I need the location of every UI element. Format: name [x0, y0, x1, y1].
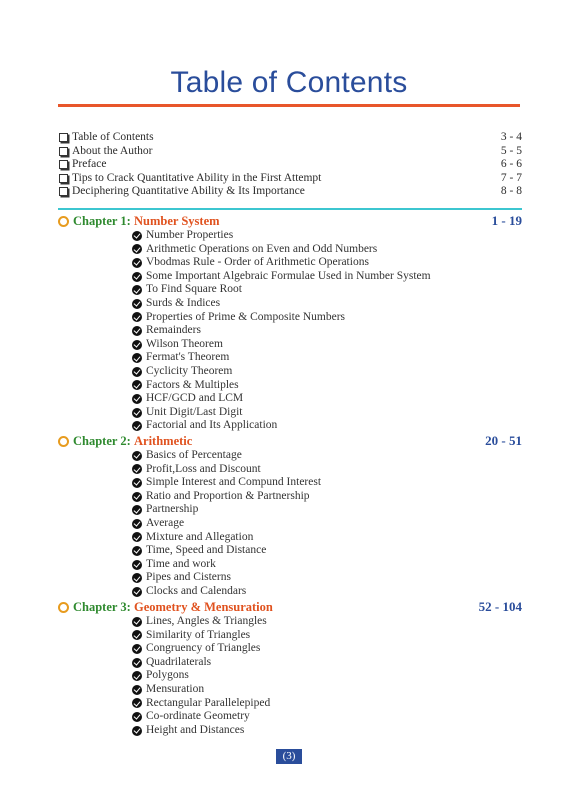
topic-label: Wilson Theorem	[146, 337, 223, 350]
check-circle-icon	[132, 546, 142, 556]
topic-item[interactable]	[132, 297, 522, 311]
topic-label: Remainders	[146, 324, 201, 337]
topic-label: Cyclicity Theorem	[146, 364, 233, 377]
topic-item[interactable]	[132, 311, 522, 325]
check-circle-icon	[132, 421, 142, 431]
front-matter-pages: 5 - 5	[500, 144, 522, 157]
front-matter-pages: 7 - 7	[500, 171, 522, 184]
checkbox-square-icon	[59, 133, 68, 142]
topic-item[interactable]	[132, 642, 522, 656]
topic-label: Profit,Loss and Discount	[146, 462, 261, 475]
topic-label: Fermat's Theorem	[146, 351, 230, 364]
topic-label: Average	[146, 516, 185, 529]
checkbox-square-icon	[59, 187, 68, 196]
check-circle-icon	[132, 231, 142, 241]
topic-item[interactable]	[132, 283, 522, 297]
topic-item[interactable]	[132, 476, 522, 490]
title-rule	[58, 104, 520, 107]
topic-item[interactable]	[132, 324, 522, 338]
topic-item[interactable]	[132, 629, 522, 643]
topic-item[interactable]	[132, 379, 522, 393]
topic-item[interactable]	[132, 531, 522, 545]
topic-label: Number Properties	[146, 229, 234, 241]
check-circle-icon	[132, 326, 142, 336]
topic-item[interactable]	[132, 419, 522, 433]
check-circle-icon	[132, 451, 142, 461]
topic-label: Polygons	[146, 669, 189, 682]
topic-item[interactable]	[132, 270, 522, 284]
check-circle-icon	[132, 726, 142, 736]
chapter-pages: 52 - 104	[478, 599, 522, 614]
topic-item[interactable]	[132, 463, 522, 477]
check-circle-icon	[132, 299, 142, 309]
topic-label: Ratio and Proportion & Partnership	[146, 489, 310, 502]
check-circle-icon	[132, 617, 142, 627]
front-matter-pages: 6 - 6	[500, 158, 522, 170]
chapter-heading[interactable]	[58, 599, 522, 615]
front-matter-list	[58, 131, 522, 199]
topic-list	[132, 449, 522, 599]
front-matter-item[interactable]	[58, 131, 522, 145]
check-circle-icon	[132, 272, 142, 282]
topic-label: HCF/GCD and LCM	[146, 392, 244, 405]
topic-item[interactable]	[132, 243, 522, 257]
topic-label: Height and Distances	[146, 723, 245, 736]
chapter-label: Chapter 1:	[73, 213, 131, 228]
check-circle-icon	[132, 532, 142, 542]
check-circle-icon	[132, 505, 142, 515]
topic-item[interactable]	[132, 229, 522, 243]
chapter-pages: 1 - 19	[491, 213, 522, 228]
check-circle-icon	[132, 492, 142, 502]
section-rule	[58, 208, 522, 210]
front-matter-item[interactable]	[58, 185, 522, 199]
topic-item[interactable]	[132, 697, 522, 711]
topic-item[interactable]	[132, 724, 522, 738]
topic-item[interactable]	[132, 656, 522, 670]
front-matter-label: Tips to Crack Quantitative Ability in the First Attempt	[72, 171, 322, 184]
ring-bullet-icon	[58, 436, 69, 447]
topic-label: Unit Digit/Last Digit	[146, 405, 243, 418]
check-circle-icon	[132, 698, 142, 708]
check-circle-icon	[132, 658, 142, 668]
topic-label: Quadrilaterals	[146, 655, 212, 668]
check-circle-icon	[132, 464, 142, 474]
check-circle-icon	[132, 644, 142, 654]
check-circle-icon	[132, 244, 142, 254]
chapter-heading[interactable]	[58, 213, 522, 229]
front-matter-label: Preface	[72, 158, 107, 170]
front-matter-pages: 3 - 4	[500, 131, 522, 143]
chapter-name: Geometry & Mensuration	[134, 599, 273, 614]
front-matter-pages: 8 - 8	[500, 185, 522, 197]
front-matter-item[interactable]	[58, 172, 522, 186]
page-number: (3)	[276, 749, 302, 764]
chapter-name: Number System	[134, 213, 220, 228]
topic-label: Time and work	[146, 557, 216, 570]
chapter-2	[58, 433, 522, 599]
topic-label: Simple Interest and Compund Interest	[146, 476, 322, 489]
topic-label: Co-ordinate Geometry	[146, 710, 250, 723]
topic-label: Arithmetic Operations on Even and Odd Numbers	[146, 242, 378, 255]
topic-label: Rectangular Parallelepiped	[146, 696, 271, 709]
topic-list	[132, 615, 522, 737]
topic-item[interactable]	[132, 710, 522, 724]
topic-label: Surds & Indices	[146, 296, 221, 309]
topic-item[interactable]	[132, 392, 522, 406]
topic-item[interactable]	[132, 338, 522, 352]
topic-label: Congruency of Triangles	[146, 642, 261, 655]
topic-label: Mensuration	[146, 682, 205, 695]
check-circle-icon	[132, 285, 142, 295]
check-circle-icon	[132, 630, 142, 640]
chapter-label: Chapter 2:	[73, 433, 131, 448]
chapter-heading[interactable]	[58, 433, 522, 449]
chapter-3	[58, 599, 522, 737]
topic-label: Vbodmas Rule - Order of Arithmetic Operations	[146, 256, 369, 269]
check-circle-icon	[132, 671, 142, 681]
topic-label: Similarity of Triangles	[146, 628, 251, 641]
topic-label: Mixture and Allegation	[146, 530, 254, 543]
check-circle-icon	[132, 685, 142, 695]
topic-item[interactable]	[132, 683, 522, 697]
front-matter-label: Table of Contents	[72, 131, 154, 143]
topic-item[interactable]	[132, 365, 522, 379]
checkbox-square-icon	[59, 147, 68, 156]
topic-item[interactable]	[132, 615, 522, 629]
topic-label: Factors & Multiples	[146, 378, 239, 391]
page-title: Table of Contents	[170, 66, 408, 99]
check-circle-icon	[132, 367, 142, 377]
topic-item[interactable]	[132, 571, 522, 585]
topic-item[interactable]	[132, 558, 522, 572]
checkbox-square-icon	[59, 174, 68, 183]
check-circle-icon	[132, 394, 142, 404]
ring-bullet-icon	[58, 602, 69, 613]
topic-item[interactable]	[132, 256, 522, 270]
topic-label: Some Important Algebraic Formulae Used in Number System	[146, 269, 431, 282]
check-circle-icon	[132, 712, 142, 722]
topic-item[interactable]	[132, 517, 522, 531]
topic-item[interactable]	[132, 406, 522, 420]
check-circle-icon	[132, 478, 142, 488]
topic-label: Pipes and Cisterns	[146, 571, 231, 584]
topic-label: Basics of Percentage	[146, 449, 242, 461]
check-circle-icon	[132, 312, 142, 322]
topic-item[interactable]	[132, 585, 522, 599]
topic-item[interactable]	[132, 503, 522, 517]
topic-label: Factorial and Its Application	[146, 419, 278, 432]
front-matter-label: About the Author	[72, 144, 153, 157]
check-circle-icon	[132, 519, 142, 529]
topic-label: Properties of Prime & Composite Numbers	[146, 310, 345, 323]
topic-item[interactable]	[132, 449, 522, 463]
check-circle-icon	[132, 258, 142, 268]
check-circle-icon	[132, 353, 142, 363]
check-circle-icon	[132, 408, 142, 418]
check-circle-icon	[132, 587, 142, 597]
topic-list	[132, 229, 522, 433]
topic-label: Time, Speed and Distance	[146, 544, 267, 557]
topic-item[interactable]	[132, 544, 522, 558]
checkbox-square-icon	[59, 160, 68, 169]
chapter-1	[58, 213, 522, 433]
front-matter-item[interactable]	[58, 158, 522, 172]
topic-item[interactable]	[132, 669, 522, 683]
topic-item[interactable]	[132, 490, 522, 504]
check-circle-icon	[132, 573, 142, 583]
check-circle-icon	[132, 560, 142, 570]
chapter-pages: 20 - 51	[485, 433, 522, 448]
ring-bullet-icon	[58, 216, 69, 227]
topic-label: Partnership	[146, 503, 199, 516]
check-circle-icon	[132, 380, 142, 390]
topic-item[interactable]	[132, 351, 522, 365]
topic-label: Lines, Angles & Triangles	[146, 615, 267, 627]
topic-label: Clocks and Calendars	[146, 584, 247, 597]
topic-label: To Find Square Root	[146, 283, 242, 296]
front-matter-label: Deciphering Quantitative Ability & Its Importance	[72, 185, 305, 197]
chapter-label: Chapter 3:	[73, 599, 131, 614]
front-matter-item[interactable]	[58, 145, 522, 159]
chapter-name: Arithmetic	[134, 433, 193, 448]
check-circle-icon	[132, 340, 142, 350]
